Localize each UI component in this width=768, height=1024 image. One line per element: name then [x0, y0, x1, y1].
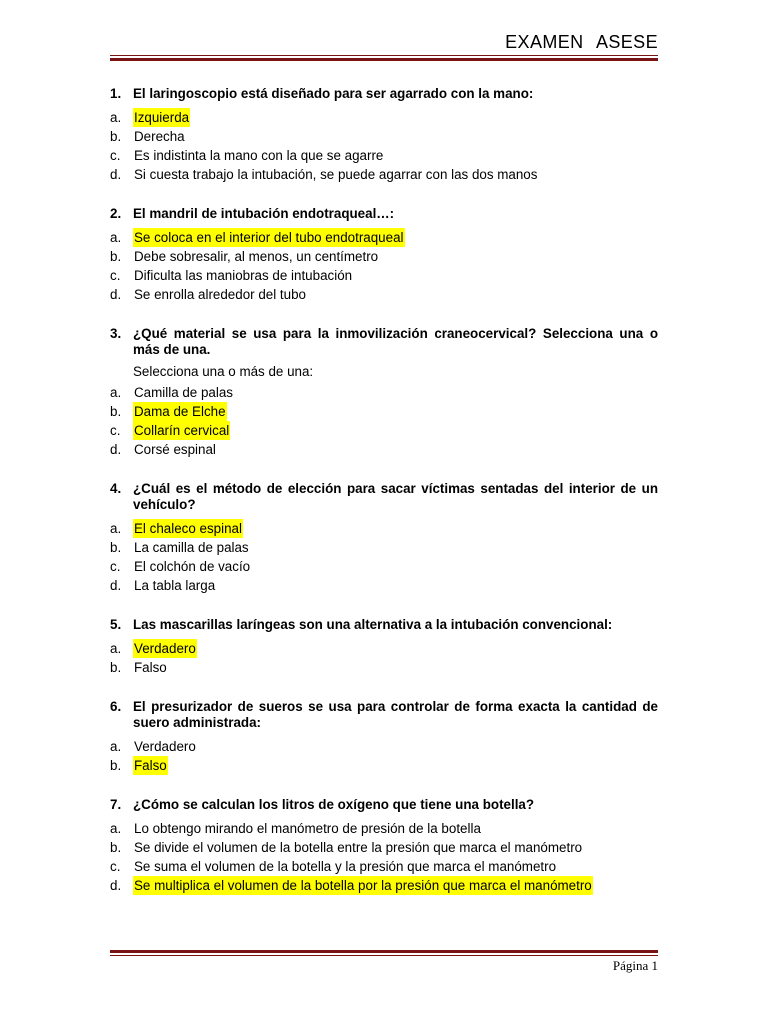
question-text: Las mascarillas laríngeas son una alternativa a la intubación convencional:	[133, 617, 613, 632]
answer-option	[110, 165, 658, 184]
document-title: EXAMEN ASESE	[505, 32, 658, 52]
question-text: ¿Cuál es el método de elección para sacar víctimas sentadas del interior de un vehículo?	[133, 481, 658, 512]
question-number: 2.	[110, 206, 122, 221]
option-text: El colchón de vacío	[134, 559, 251, 574]
question-number: 3.	[110, 326, 122, 341]
option-letter: b.	[110, 404, 122, 419]
question-item	[110, 481, 658, 595]
question-heading	[110, 617, 658, 633]
option-letter: a.	[110, 110, 122, 125]
answer-options	[110, 819, 658, 895]
option-letter: a.	[110, 521, 122, 536]
option-text-highlighted: Se multiplica el volumen de la botella por la presión que marca el manómetro	[134, 878, 592, 893]
question-number: 1.	[110, 86, 122, 101]
answer-options	[110, 228, 658, 304]
answer-option	[110, 658, 658, 677]
answer-option	[110, 383, 658, 402]
page-header	[110, 0, 658, 62]
answer-option	[110, 266, 658, 285]
answer-options	[110, 519, 658, 595]
question-number: 4.	[110, 481, 122, 496]
option-letter: c.	[110, 268, 121, 283]
option-text-highlighted: Falso	[134, 758, 167, 773]
answer-options	[110, 108, 658, 184]
answer-options	[110, 737, 658, 775]
option-text-highlighted: Dama de Elche	[134, 404, 226, 419]
option-text: Es indistinta la mano con la que se agarre	[134, 148, 384, 163]
question-list	[110, 86, 658, 917]
option-letter: d.	[110, 442, 122, 457]
option-text: Se divide el volumen de la botella entre la presión que marca el manómetro	[134, 840, 583, 855]
option-letter: b.	[110, 540, 122, 555]
question-text: ¿Qué material se usa para la inmovilización craneocervical? Selecciona una o más de una.	[133, 326, 658, 357]
option-letter: d.	[110, 578, 122, 593]
option-text-highlighted: Se coloca en el interior del tubo endotraqueal	[134, 230, 404, 245]
option-text: Derecha	[134, 129, 185, 144]
option-letter: a.	[110, 641, 122, 656]
question-heading	[110, 699, 658, 731]
footer-rule	[110, 950, 658, 956]
option-letter: b.	[110, 129, 122, 144]
question-item	[110, 86, 658, 184]
option-text: Camilla de palas	[134, 385, 233, 400]
answer-option	[110, 146, 658, 165]
question-item	[110, 326, 658, 459]
answer-option	[110, 838, 658, 857]
option-letter: b.	[110, 758, 122, 773]
option-text: Verdadero	[134, 739, 196, 754]
option-letter: a.	[110, 739, 122, 754]
answer-option-correct	[110, 756, 658, 775]
answer-option-correct	[110, 108, 658, 127]
question-number: 6.	[110, 699, 122, 714]
answer-options	[110, 639, 658, 677]
option-letter: b.	[110, 660, 122, 675]
question-heading	[110, 326, 658, 358]
question-item	[110, 699, 658, 775]
question-item	[110, 206, 658, 304]
answer-option-correct	[110, 876, 658, 895]
question-heading	[110, 797, 658, 813]
question-item	[110, 617, 658, 677]
question-item	[110, 797, 658, 895]
option-text: Si cuesta trabajo la intubación, se puede agarrar con las dos manos	[134, 167, 538, 182]
answer-option-correct	[110, 639, 658, 658]
answer-option	[110, 127, 658, 146]
page-number: Página 1	[612, 958, 658, 973]
option-text-highlighted: Izquierda	[134, 110, 190, 125]
option-letter: a.	[110, 230, 122, 245]
answer-option	[110, 819, 658, 838]
option-text: Lo obtengo mirando el manómetro de presión de la botella	[134, 821, 481, 836]
answer-option	[110, 440, 658, 459]
question-heading	[110, 481, 658, 513]
option-text: Debe sobresalir, al menos, un centímetro	[134, 249, 379, 264]
answer-option-correct	[110, 402, 658, 421]
option-text: Dificulta las maniobras de intubación	[134, 268, 353, 283]
answer-options	[110, 383, 658, 459]
option-text: Corsé espinal	[134, 442, 216, 457]
question-heading	[110, 86, 658, 102]
option-letter: b.	[110, 249, 122, 264]
question-text: El presurizador de sueros se usa para controlar de forma exacta la cantidad de suero administrada:	[133, 699, 658, 730]
answer-option	[110, 737, 658, 756]
option-letter: d.	[110, 287, 122, 302]
header-rule	[110, 55, 658, 61]
answer-option	[110, 247, 658, 266]
option-letter: b.	[110, 840, 122, 855]
answer-option	[110, 557, 658, 576]
question-number: 7.	[110, 797, 122, 812]
option-text: Se enrolla alrededor del tubo	[134, 287, 306, 302]
option-text: Falso	[134, 660, 167, 675]
question-text: El mandril de intubación endotraqueal…:	[133, 206, 395, 221]
answer-option	[110, 857, 658, 876]
question-text: El laringoscopio está diseñado para ser agarrado con la mano:	[133, 86, 534, 101]
question-instruction: Selecciona una o más de una:	[133, 364, 314, 379]
option-letter: c.	[110, 423, 121, 438]
option-letter: a.	[110, 385, 122, 400]
answer-option-correct	[110, 228, 658, 247]
answer-option-correct	[110, 519, 658, 538]
question-text: ¿Cómo se calculan los litros de oxígeno que tiene una botella?	[133, 797, 535, 812]
option-letter: c.	[110, 559, 121, 574]
option-letter: a.	[110, 821, 122, 836]
answer-option	[110, 285, 658, 304]
option-text: La tabla larga	[134, 578, 216, 593]
answer-option	[110, 576, 658, 595]
option-text-highlighted: Verdadero	[134, 641, 196, 656]
option-text-highlighted: El chaleco espinal	[134, 521, 242, 536]
question-heading	[110, 206, 658, 222]
option-letter: c.	[110, 148, 121, 163]
option-letter: d.	[110, 878, 122, 893]
option-text: Se suma el volumen de la botella y la presión que marca el manómetro	[134, 859, 557, 874]
answer-option-correct	[110, 421, 658, 440]
option-letter: d.	[110, 167, 122, 182]
question-number: 5.	[110, 617, 122, 632]
option-text: La camilla de palas	[134, 540, 249, 555]
answer-option	[110, 538, 658, 557]
option-letter: c.	[110, 859, 121, 874]
option-text-highlighted: Collarín cervical	[134, 423, 230, 438]
